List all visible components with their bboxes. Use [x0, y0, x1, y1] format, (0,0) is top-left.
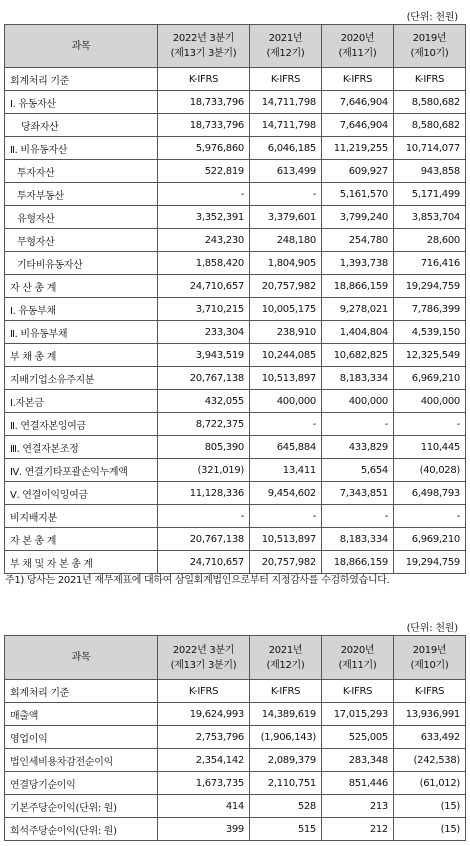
- cell-value: -: [158, 183, 250, 206]
- cell-value: 1,404,804: [322, 321, 394, 344]
- cell-value: 10,513,897: [250, 367, 322, 390]
- cell-value: 2,110,751: [250, 772, 322, 795]
- cell-value: 20,767,138: [158, 528, 250, 551]
- cell-value: 110,445: [394, 436, 466, 459]
- cell-value: 8,183,334: [322, 528, 394, 551]
- cell-value: 24,710,657: [158, 275, 250, 298]
- row-label: Ⅲ. 연결자본조정: [5, 436, 158, 459]
- cell-value: -: [394, 505, 466, 528]
- row-label: 투자자산: [5, 160, 158, 183]
- footnote: 주1) 당사는 2021년 재무제표에 대하여 삼일회계법인으로부터 지정감사를 수검하였습니다.: [5, 575, 390, 586]
- cell-value: -: [394, 413, 466, 436]
- header-subline: (제10기): [410, 48, 449, 59]
- cell-value: 1,858,420: [158, 252, 250, 275]
- header-line: 2019년: [412, 644, 447, 656]
- table-row: [5, 436, 466, 459]
- cell-value: 805,390: [158, 436, 250, 459]
- cell-value: 10,714,077: [394, 137, 466, 160]
- cell-value: 13,936,991: [394, 703, 466, 726]
- cell-value: K-IFRS: [158, 680, 250, 703]
- cell-value: 10,682,825: [322, 344, 394, 367]
- cell-value: 400,000: [394, 390, 466, 413]
- cell-value: 20,757,982: [250, 551, 322, 574]
- header-line: 2021년: [268, 644, 303, 656]
- cell-value: 10,244,085: [250, 344, 322, 367]
- header-line: 2022년 3분기: [172, 644, 235, 656]
- cell-value: (61,012): [394, 772, 466, 795]
- row-label: 자 산 총 계: [5, 275, 158, 298]
- table-row: [5, 183, 466, 206]
- row-label: 법인세비용차감전순이익: [5, 749, 158, 772]
- cell-value: 14,711,798: [250, 114, 322, 137]
- cell-value: 233,304: [158, 321, 250, 344]
- table-row: [5, 390, 466, 413]
- cell-value: 243,230: [158, 229, 250, 252]
- header-subline: (제13기 3분기): [170, 659, 237, 671]
- cell-value: 18,733,796: [158, 114, 250, 137]
- header-period: [322, 636, 394, 680]
- unit-label-1: (단위: 천원): [406, 12, 458, 23]
- cell-value: 18,866,159: [322, 551, 394, 574]
- row-label: Ⅴ. 연결이익잉여금: [5, 482, 158, 505]
- cell-value: 400,000: [322, 390, 394, 413]
- header-line: 2021년: [268, 33, 303, 44]
- table-row: [5, 275, 466, 298]
- row-label: 비지배지분: [5, 505, 158, 528]
- table-row: [5, 137, 466, 160]
- cell-value: 18,733,796: [158, 91, 250, 114]
- row-label: 당좌자산: [5, 114, 158, 137]
- cell-value: 6,969,210: [394, 367, 466, 390]
- cell-value: 8,722,375: [158, 413, 250, 436]
- cell-value: 14,711,798: [250, 91, 322, 114]
- header-period: [394, 636, 466, 680]
- table-row: [5, 91, 466, 114]
- cell-value: K-IFRS: [250, 680, 322, 703]
- table-row: [5, 68, 466, 91]
- cell-value: 283,348: [322, 749, 394, 772]
- header-subline: (제10기): [410, 659, 449, 671]
- cell-value: -: [322, 505, 394, 528]
- row-label: 부 채 및 자 본 총 계: [5, 551, 158, 574]
- header-period: [250, 636, 322, 680]
- cell-value: -: [250, 183, 322, 206]
- row-label: 회계처리 기준: [5, 680, 158, 703]
- cell-value: (40,028): [394, 459, 466, 482]
- table-row: [5, 795, 466, 818]
- row-label: 무형자산: [5, 229, 158, 252]
- cell-value: -: [158, 505, 250, 528]
- cell-value: 525,005: [322, 726, 394, 749]
- header-subline: (제12기): [266, 659, 305, 671]
- cell-value: 1,804,905: [250, 252, 322, 275]
- cell-value: 414: [158, 795, 250, 818]
- cell-value: 10,005,175: [250, 298, 322, 321]
- table-row: [5, 680, 466, 703]
- table-row: [5, 160, 466, 183]
- row-label: 매출액: [5, 703, 158, 726]
- table-row: [5, 459, 466, 482]
- table-row: [5, 482, 466, 505]
- cell-value: 8,580,682: [394, 114, 466, 137]
- table-row: [5, 413, 466, 436]
- row-label: 회계처리 기준: [5, 68, 158, 91]
- cell-value: (1,906,143): [250, 726, 322, 749]
- row-label: 유형자산: [5, 206, 158, 229]
- row-label: 연결당기순이익: [5, 772, 158, 795]
- cell-value: 248,180: [250, 229, 322, 252]
- table-row: [5, 772, 466, 795]
- cell-value: 515: [250, 818, 322, 841]
- cell-value: 11,128,336: [158, 482, 250, 505]
- row-label: Ⅰ.자본금: [5, 390, 158, 413]
- cell-value: 238,910: [250, 321, 322, 344]
- cell-value: 7,646,904: [322, 91, 394, 114]
- table-header-row: [5, 636, 466, 680]
- header-subline: (제11기): [338, 659, 377, 671]
- cell-value: 12,325,549: [394, 344, 466, 367]
- cell-value: 212: [322, 818, 394, 841]
- cell-value: 2,089,379: [250, 749, 322, 772]
- cell-value: 7,646,904: [322, 114, 394, 137]
- cell-value: 10,513,897: [250, 528, 322, 551]
- cell-value: 943,858: [394, 160, 466, 183]
- table-row: [5, 367, 466, 390]
- cell-value: 2,753,796: [158, 726, 250, 749]
- cell-value: 9,454,602: [250, 482, 322, 505]
- balance-sheet-table: [4, 24, 466, 574]
- header-subline: (제12기): [266, 48, 305, 59]
- cell-value: 9,278,021: [322, 298, 394, 321]
- cell-value: 522,819: [158, 160, 250, 183]
- cell-value: K-IFRS: [322, 680, 394, 703]
- cell-value: 6,969,210: [394, 528, 466, 551]
- table-row: [5, 344, 466, 367]
- cell-value: 3,943,519: [158, 344, 250, 367]
- cell-value: K-IFRS: [394, 68, 466, 91]
- cell-value: 3,853,704: [394, 206, 466, 229]
- header-period: [250, 25, 322, 68]
- cell-value: K-IFRS: [322, 68, 394, 91]
- table-row: [5, 703, 466, 726]
- header-subline: (제13기 3분기): [170, 48, 237, 59]
- cell-value: 6,046,185: [250, 137, 322, 160]
- cell-value: 4,539,150: [394, 321, 466, 344]
- table-row: [5, 206, 466, 229]
- cell-value: 254,780: [322, 229, 394, 252]
- row-label: Ⅱ. 연결자본잉여금: [5, 413, 158, 436]
- header-period: [158, 636, 250, 680]
- cell-value: 24,710,657: [158, 551, 250, 574]
- cell-value: 13,411: [250, 459, 322, 482]
- cell-value: K-IFRS: [394, 680, 466, 703]
- header-line: 과목: [71, 40, 91, 52]
- table-row: [5, 229, 466, 252]
- header-line: 과목: [71, 652, 91, 663]
- cell-value: 19,294,759: [394, 275, 466, 298]
- row-label: Ⅰ. 유동자산: [5, 91, 158, 114]
- table-row: [5, 726, 466, 749]
- cell-value: 645,884: [250, 436, 322, 459]
- cell-value: K-IFRS: [158, 68, 250, 91]
- row-label: Ⅳ. 연결기타포괄손익누계액: [5, 459, 158, 482]
- cell-value: 3,799,240: [322, 206, 394, 229]
- cell-value: (15): [394, 795, 466, 818]
- cell-value: 1,393,738: [322, 252, 394, 275]
- cell-value: 3,379,601: [250, 206, 322, 229]
- table-row: [5, 252, 466, 275]
- table-row: [5, 818, 466, 841]
- table-row: [5, 114, 466, 137]
- cell-value: 213: [322, 795, 394, 818]
- cell-value: 6,498,793: [394, 482, 466, 505]
- cell-value: 8,580,682: [394, 91, 466, 114]
- header-line: 2020년: [340, 644, 375, 656]
- header-line: 2019년: [412, 33, 447, 44]
- header-line: 2020년: [340, 33, 375, 44]
- table-row: [5, 749, 466, 772]
- table-row: [5, 505, 466, 528]
- cell-value: 7,343,851: [322, 482, 394, 505]
- cell-value: 609,927: [322, 160, 394, 183]
- cell-value: 5,654: [322, 459, 394, 482]
- cell-value: 633,492: [394, 726, 466, 749]
- cell-value: 7,786,399: [394, 298, 466, 321]
- cell-value: 11,219,255: [322, 137, 394, 160]
- row-label: 기본주당순이익(단위: 원): [5, 795, 158, 818]
- unit-label-2: (단위: 천원): [406, 623, 458, 634]
- table-header-row: [5, 25, 466, 68]
- cell-value: 19,294,759: [394, 551, 466, 574]
- header-line: 2022년 3분기: [172, 33, 235, 44]
- row-label: 자 본 총 계: [5, 528, 158, 551]
- cell-value: 28,600: [394, 229, 466, 252]
- row-label: 기타비유동자산: [5, 252, 158, 275]
- cell-value: (242,538): [394, 749, 466, 772]
- cell-value: 20,757,982: [250, 275, 322, 298]
- row-label: 투자부동산: [5, 183, 158, 206]
- income-statement-table: [4, 635, 466, 841]
- row-label: Ⅰ. 유동부채: [5, 298, 158, 321]
- table-row: [5, 298, 466, 321]
- header-period: [322, 25, 394, 68]
- cell-value: 17,015,293: [322, 703, 394, 726]
- cell-value: 2,354,142: [158, 749, 250, 772]
- cell-value: 5,171,499: [394, 183, 466, 206]
- row-label: 영업이익: [5, 726, 158, 749]
- header-subject: [5, 636, 158, 680]
- cell-value: 3,352,391: [158, 206, 250, 229]
- row-label: 희석주당순이익(단위: 원): [5, 818, 158, 841]
- cell-value: 19,624,993: [158, 703, 250, 726]
- row-label: Ⅱ. 비유동자산: [5, 137, 158, 160]
- cell-value: 14,389,619: [250, 703, 322, 726]
- cell-value: 432,055: [158, 390, 250, 413]
- header-subline: (제11기): [338, 48, 377, 59]
- cell-value: 1,673,735: [158, 772, 250, 795]
- cell-value: K-IFRS: [250, 68, 322, 91]
- header-subject: [5, 25, 158, 68]
- cell-value: 18,866,159: [322, 275, 394, 298]
- cell-value: 400,000: [250, 390, 322, 413]
- row-label: Ⅱ. 비유동부채: [5, 321, 158, 344]
- header-period: [394, 25, 466, 68]
- cell-value: 5,976,860: [158, 137, 250, 160]
- cell-value: (15): [394, 818, 466, 841]
- cell-value: 433,829: [322, 436, 394, 459]
- cell-value: -: [250, 413, 322, 436]
- cell-value: 851,446: [322, 772, 394, 795]
- cell-value: 528: [250, 795, 322, 818]
- cell-value: 5,161,570: [322, 183, 394, 206]
- header-period: [158, 25, 250, 68]
- row-label: 부 채 총 계: [5, 344, 158, 367]
- cell-value: 399: [158, 818, 250, 841]
- cell-value: 716,416: [394, 252, 466, 275]
- table-row: [5, 528, 466, 551]
- cell-value: 3,710,215: [158, 298, 250, 321]
- row-label: 지배기업소유주지분: [5, 367, 158, 390]
- cell-value: 8,183,334: [322, 367, 394, 390]
- cell-value: -: [250, 505, 322, 528]
- table-row: [5, 321, 466, 344]
- cell-value: 20,767,138: [158, 367, 250, 390]
- cell-value: (321,019): [158, 459, 250, 482]
- cell-value: 613,499: [250, 160, 322, 183]
- cell-value: -: [322, 413, 394, 436]
